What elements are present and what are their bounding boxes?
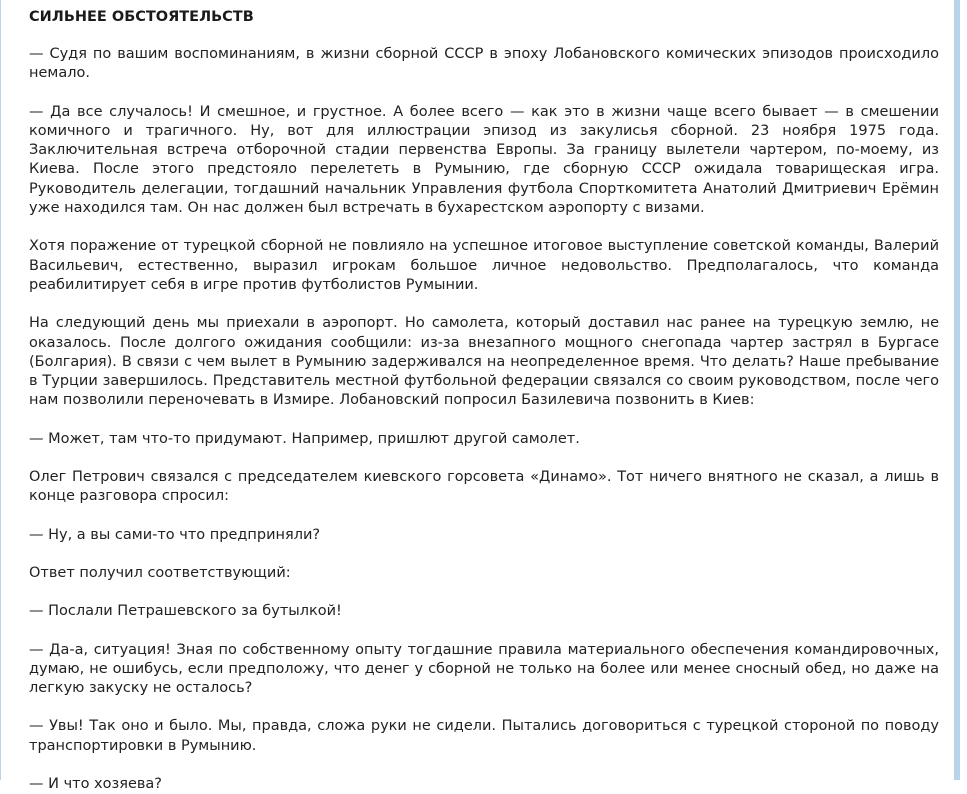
paragraph: — Судя по вашим воспоминаниям, в жизни сборной СССР в эпоху Лобановского комических эпизодов происходило немало. (29, 46, 939, 82)
paragraph: На следующий день мы приехали в аэропорт. Но самолета, который доставил нас ранее на турецкую землю, не оказалось. После долгого ожидания сообщили: из-за внезапного мощного снегопада чартер застрял в Бургасе (Болгария). В связи с чем вылет в Румынию задерживался на неопределенное время. Что делать? Наше пребывание в Турции завершилось. Представитель местной футбольной федерации связался со своим руководством, после чего нам позволили переночевать в Измире. Лобановский попросил Базилевича позвонить в Киев: (29, 315, 939, 409)
paragraph: Хотя поражение от турецкой сборной не повлияло на успешное итоговое выступление советской команды, Валерий Васильевич, естественно, выразил игрокам большое личное недовольство. Предполагалось, что команда реабилитирует себя в игре против футболистов Румынии. (29, 238, 939, 293)
paragraph: — И что хозяева? (29, 776, 162, 793)
paragraph: — Увы! Так оно и было. Мы, правда, сложа руки не сидели. Пытались договориться с турецкой стороной по поводу транспортировки в Румынию. (29, 718, 939, 754)
paragraph: — Может, там что-то придумают. Например, пришлют другой самолет. (29, 430, 580, 447)
paragraph: — Послали Петрашевского за бутылкой! (29, 603, 342, 620)
paragraph: Ответ получил соответствующий: (29, 564, 291, 581)
paragraph: — Ну, а вы сами-то что предприняли? (29, 526, 321, 543)
article-title: СИЛЬНЕЕ ОБСТОЯТЕЛЬСТВ (29, 9, 254, 25)
paragraph: — Да-а, ситуация! Зная по собственному опыту тогдашние правила материального обеспечения командировочных, думаю, не ошибусь, если предположу, что денег у сборной не только на более или менее сносный обед, но даже на легкую закуску не осталось? (29, 641, 939, 697)
paragraph: Олег Петрович связался с председателем киевского горсовета «Динамо». Тот ничего внятного не сказал, а лишь в конце разговора спросил: (29, 469, 939, 505)
page-margin (960, 0, 967, 780)
paragraph: — Да все случалось! И смешное, и грустное. А более всего — как это в жизни чаще всего бывает — в смешении комичного и трагичного. Ну, вот для иллюстрации эпизод из закулисья сборной. 23 ноября 1975 года. Заключительная встреча отборочной стадии первенства Европы. За границу вылетели чартером, по-моему, из Киева. После этого предстояло перелететь в Румынию, где сборную СССР ожидала товарищеская игра. Руководитель делегации, тогдашний начальник Управления футбола Спорткомитета Анатолий Дмитриевич Ерёмин уже находился там. Он нас должен был встречать в бухарестском аэропорту с визами. (29, 103, 939, 217)
